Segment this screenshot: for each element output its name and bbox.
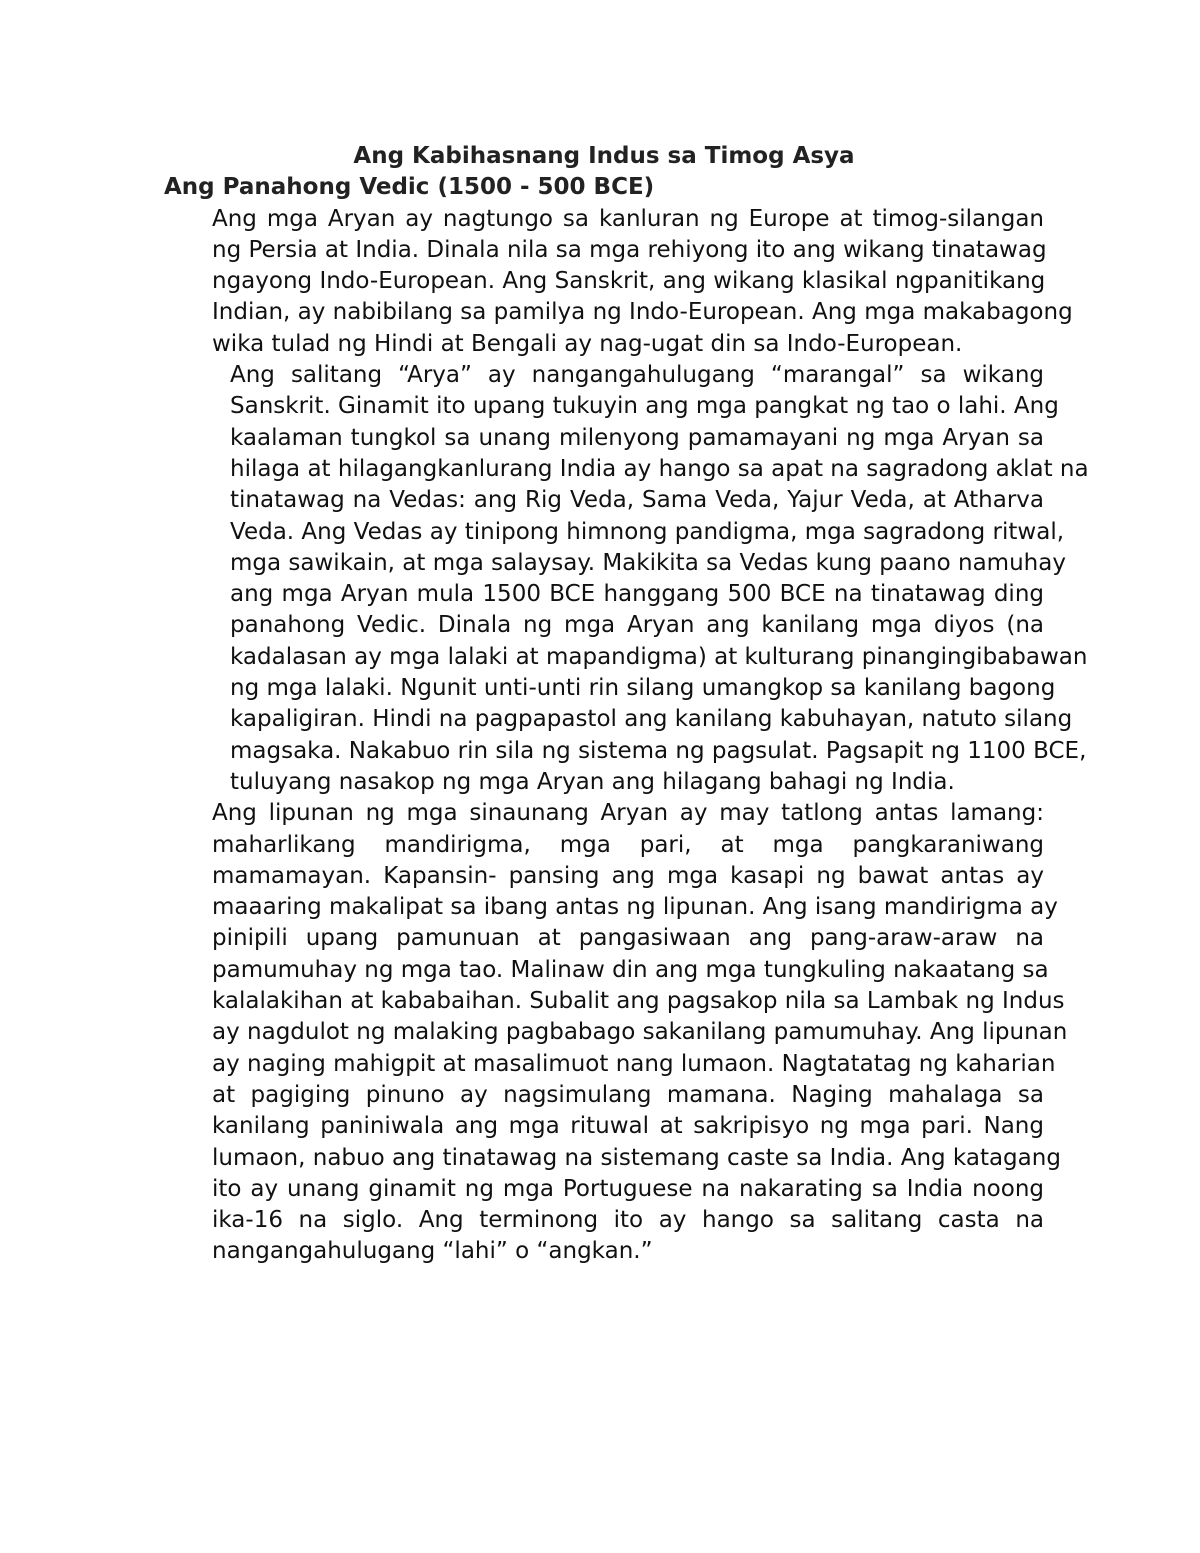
paragraph-line: kaalaman tungkol sa unang milenyong pamamayani ng mga Aryan sa (230, 424, 1044, 451)
paragraph-line: kadalasan ay mga lalaki at mapandigma) at kulturang pinangingibabawan (230, 643, 1088, 670)
paragraph-2 (164, 360, 1089, 798)
paragraph-line: ika-16 na siglo. Ang terminong ito ay hango sa salitang casta na (212, 1207, 1044, 1234)
paragraph-line: Sanskrit. Ginamit ito upang tukuyin ang mga pangkat ng tao o lahi. Ang (230, 393, 1059, 420)
paragraph-line: at pagiging pinuno ay nagsimulang mamana. Naging mahalaga sa (212, 1081, 1044, 1108)
paragraph-line: mamamayan. Kapansin- pansing ang mga kasapi ng bawat antas ay (212, 862, 1044, 889)
paragraph-line: pamumuhay ng mga tao. Malinaw din ang mga tungkuling nakaatang sa (212, 956, 1049, 983)
paragraph-line: kanilang paniniwala ang mga rituwal at sakripisyo ng mga pari. Nang (212, 1113, 1044, 1140)
paragraph-line: ito ay unang ginamit ng mga Portuguese na nakarating sa India noong (212, 1175, 1044, 1202)
paragraph-line: wika tulad ng Hindi at Bengali ay nag-ugat din sa Indo-European. (212, 330, 963, 357)
paragraph-line: ng Persia at India. Dinala nila sa mga rehiyong ito ang wikang tinatawag (212, 236, 1047, 263)
document-body (164, 141, 1089, 1268)
paragraph-line: pinipili upang pamunuan at pangasiwaan ang pang-araw-araw na (212, 925, 1044, 952)
paragraph-line: kalalakihan at kababaihan. Subalit ang pagsakop nila sa Lambak ng Indus (212, 988, 1065, 1015)
paragraph-line: ng mga lalaki. Ngunit unti-unti rin silang umangkop sa kanilang bagong (230, 675, 1056, 702)
paragraph-line: maaaring makalipat sa ibang antas ng lipunan. Ang isang mandirigma ay (212, 894, 1058, 921)
paragraph-line: nangangahulugang “lahi” o “angkan.” (212, 1238, 653, 1265)
paragraph-line: mga sawikain, at mga salaysay. Makikita sa Vedas kung paano namuhay (230, 549, 1066, 576)
paragraph-line: maharlikang mandirigma, mga pari, at mga pangkaraniwang (212, 831, 1044, 858)
paragraph-line: kapaligiran. Hindi na pagpapastol ang kanilang kabuhayan, natuto silang (230, 706, 1073, 733)
paragraph-line: ang mga Aryan mula 1500 BCE hanggang 500 BCE na tinatawag ding (230, 581, 1044, 608)
paragraph-line: ngayong Indo-European. Ang Sanskrit, ang wikang klasikal ngpanitikang (212, 268, 1046, 295)
paragraph-line: tinatawag na Vedas: ang Rig Veda, Sama Veda, Yajur Veda, at Atharva (230, 487, 1044, 514)
paragraph-line: Veda. Ang Vedas ay tinipong himnong pandigma, mga sagradong ritwal, (230, 518, 1065, 545)
paragraph-line: Ang mga Aryan ay nagtungo sa kanluran ng Europe at timog-silangan (212, 205, 1044, 232)
paragraph-line: magsaka. Nakabuo rin sila ng sistema ng pagsulat. Pagsapit ng 1100 BCE, (230, 737, 1087, 764)
paragraph-3 (164, 798, 1068, 1267)
paragraph-line: Ang lipunan ng mga sinaunang Aryan ay may tatlong antas lamang: (212, 800, 1044, 827)
paragraph-line: hilaga at hilagangkanlurang India ay hango sa apat na sagradong aklat na (230, 455, 1089, 482)
paragraph-line: panahong Vedic. Dinala ng mga Aryan ang kanilang mga diyos (na (230, 612, 1044, 639)
paragraph-line: Ang salitang “Arya” ay nangangahulugang “marangal” sa wikang (230, 362, 1044, 389)
document-title: Ang Kabihasnang Indus sa Timog Asya (353, 143, 855, 169)
paragraph-line: tuluyang nasakop ng mga Aryan ang hilagang bahagi ng India. (230, 768, 955, 795)
paragraph-line: ay nagdulot ng malaking pagbabago sakanilang pamumuhay. Ang lipunan (212, 1019, 1068, 1046)
section-heading: Ang Panahong Vedic (1500 - 500 BCE) (164, 174, 655, 201)
paragraph-line: lumaon, nabuo ang tinatawag na sistemang caste sa India. Ang katagang (212, 1144, 1061, 1171)
paragraph-line: Indian, ay nabibilang sa pamilya ng Indo-European. Ang mga makabagong (212, 299, 1073, 326)
paragraph-1 (164, 204, 1073, 360)
paragraph-line: ay naging mahigpit at masalimuot nang lumaon. Nagtatatag ng kaharian (212, 1050, 1056, 1077)
